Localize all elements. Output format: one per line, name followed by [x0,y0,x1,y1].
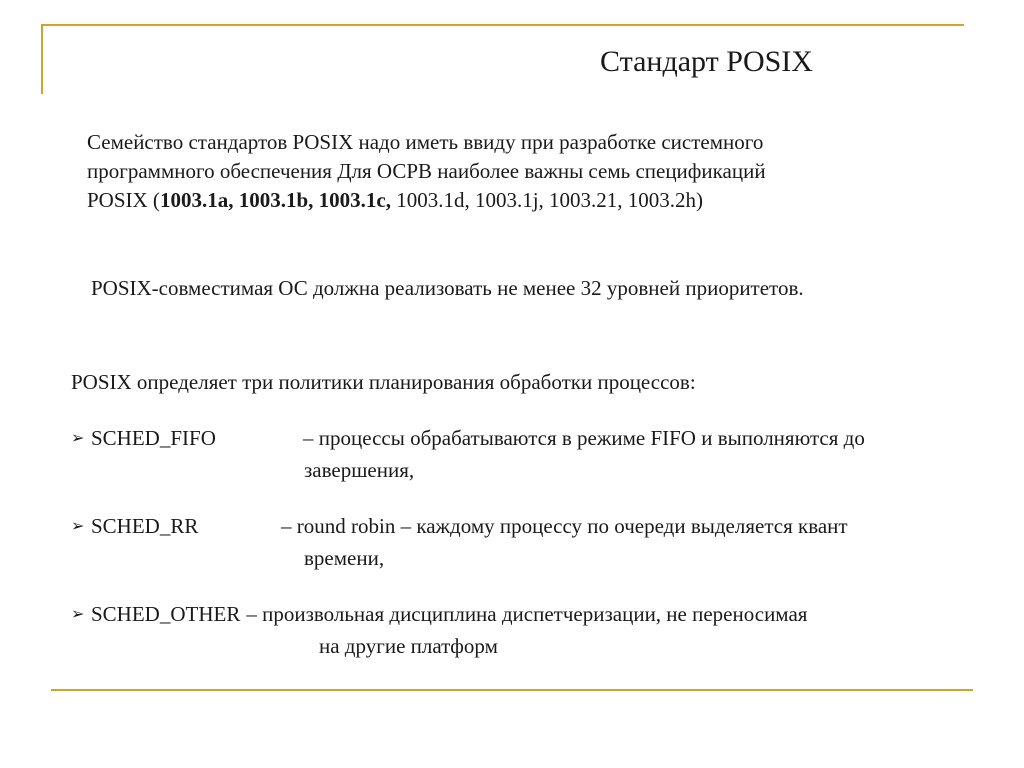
left-rule [41,24,43,94]
policy-item-other [71,599,1001,661]
policy-desc: – round robin – каждому процессу по очереди выделяется квант [281,514,848,538]
policy-item-fifo [71,423,1001,485]
policy-desc-cont: завершения, [304,458,415,482]
arrow-bullet-icon: ➢ [71,428,85,447]
para1-bold-specs: 1003.1a, 1003.1b, 1003.1c, [159,188,391,212]
para1-line2: программного обеспечения Для ОСРВ наиболее важны семь спецификаций [87,159,766,183]
policy-term: SCHED_OTHER [91,602,241,626]
para1-line1: Семейство стандартов POSIX надо иметь ввиду при разработке системного [87,130,764,154]
para1-line3-suffix: 1003.1d, 1003.1j, 1003.21, 1003.2h) [390,188,704,212]
scheduling-policies-section [71,367,1001,661]
policy-row [71,599,1001,631]
posix-family-paragraph [87,128,967,215]
policy-row [71,423,1001,455]
policies-intro: POSIX определяет три политики планирования обработки процессов: [71,370,696,394]
para1-line3 [87,186,967,215]
policy-item-rr [71,511,1001,573]
policy-desc: – произвольная дисциплина диспетчеризации, не переносимая [246,602,808,626]
policy-desc-cont: времени, [304,546,385,570]
arrow-bullet-icon: ➢ [71,604,85,623]
slide-title: Стандарт POSIX [600,45,813,78]
bottom-rule [51,689,973,691]
arrow-bullet-icon: ➢ [71,516,85,535]
policy-term: SCHED_RR [91,514,199,538]
policy-term: SCHED_FIFO [91,426,216,450]
priority-levels-paragraph: POSIX-совместимая ОС должна реализовать не менее 32 уровней приоритетов. [91,276,804,300]
policy-desc-cont: на другие платформ [319,634,498,658]
policy-row [71,511,1001,543]
para1-line3-prefix: POSIX ( [87,188,160,212]
policy-desc: – процессы обрабатываются в режиме FIFO и выполняются до [303,426,865,450]
top-rule [41,24,964,26]
